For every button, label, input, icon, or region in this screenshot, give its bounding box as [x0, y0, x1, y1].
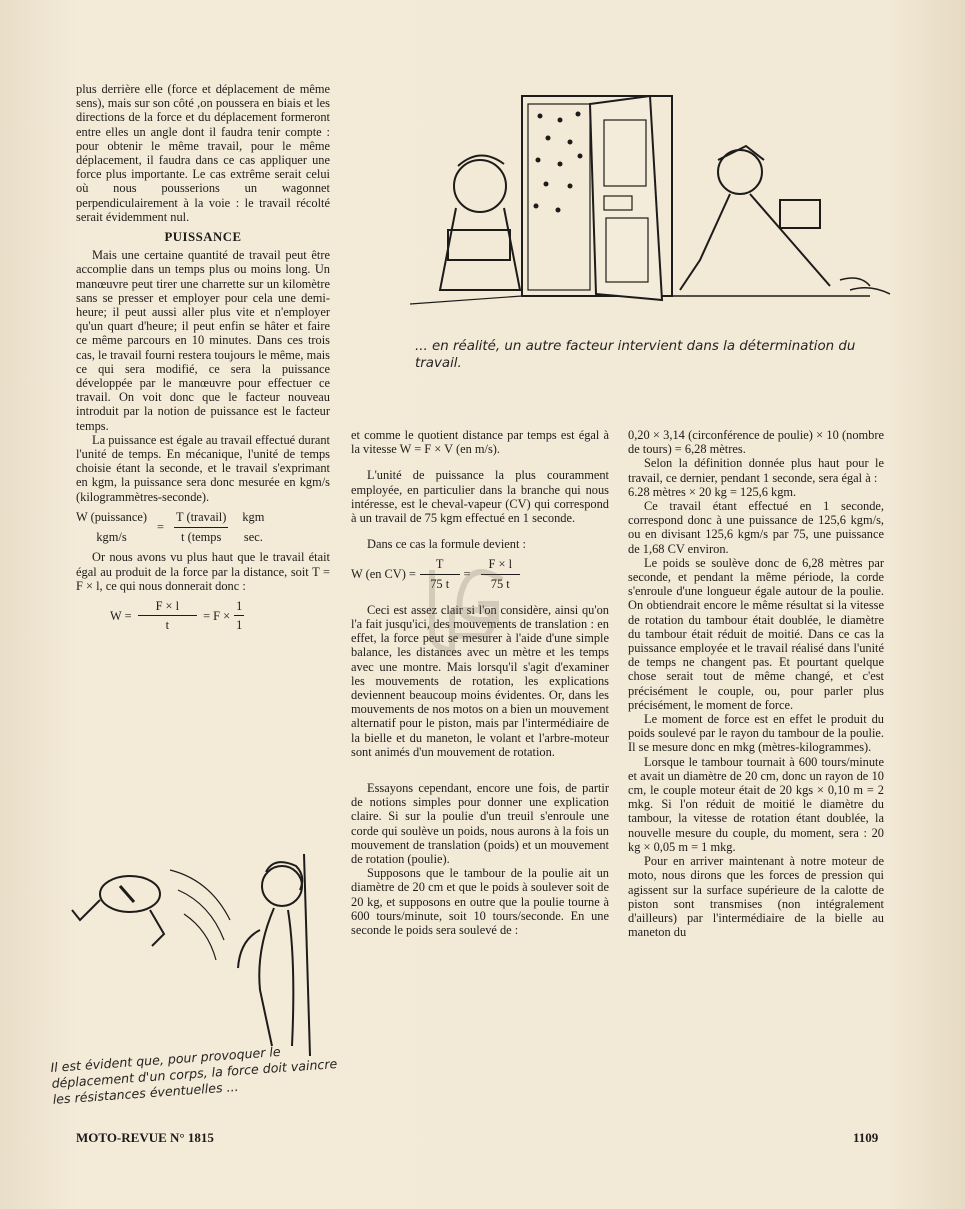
formula-numerator: 1 [234, 599, 244, 616]
paragraph: Le moment de force est en effet le produit du poids soulevé par le rayon du tambour de la poulie. Il se mesure donc en mkg (mètres-kilogrammes). [628, 712, 884, 755]
formula-denominator: t [165, 618, 170, 633]
column-1 [76, 82, 330, 638]
paragraph: plus derrière elle (force et déplacement de même sens), mais sur son côté ,on poussera en biais et les directions de la force et du déplacement formeront entre elles un angle dont il faudra tenir compte : pour obtenir le même travail, pour le même déplacement, il faudra dans ce cas appliquer une force plus importante. Le cas extrême serait celui où nous pousserions un wagonnet perpendiculairement à la voie : le travail récolté serait évidemment nul. [76, 82, 330, 224]
paragraph: L'unité de puissance la plus couramment employée, en particulier dans la branche qui nous intéresse, est le cheval-vapeur (CV) qui correspond à un travail de 75 kgm effectué en 1 seconde. [351, 468, 609, 526]
paragraph: et comme le quotient distance par temps est égal à la vitesse W = F × V (en m/s). [351, 428, 609, 457]
column-3 [628, 428, 884, 939]
paragraph: Or nous avons vu plus haut que le travail était égal au produit de la force par la distance, soit T = F × l, ce qui nous donnerait donc : [76, 550, 330, 593]
page-number: 1109 [853, 1130, 879, 1145]
formula-lhs: W = [110, 608, 132, 623]
formula-lhs: W (en CV) = [351, 567, 416, 582]
paragraph: Ce travail étant effectué en 1 seconde, correspond donc à une puissance de 125,6 kgm/s, ou en divisant 125,6 kgm/s par 75, une puissance de 1,68 CV environ. [628, 499, 884, 556]
formula-numerator: F × l [481, 557, 521, 574]
library-stamp-icon [412, 560, 520, 660]
column-2 [351, 428, 609, 937]
paragraph: Mais une certaine quantité de travail peut être accomplie dans un temps plus ou moins long. Un manœuvre peut tirer une charrette sur un kilomètre sans se presser et employer pour cela une demi-heure; il peut aussi aller plus vite et n'employer qu'un quart d'heure; il peut enfin se hâter et faire ce même parcours en 10 minutes. Dans ces trois cas, le travail fourni restera toujours le même, mais ce qui sera modifié, ce sera la puissance développée par le manœuvre pour effectuer ce travail. On voit donc que le facteur nouveau introduit par la notion de puissance est le facteur temps. [76, 248, 330, 433]
formula-numerator: T (travail) [174, 510, 228, 527]
formula-denominator: 1 [236, 618, 243, 633]
formula-middle: = [463, 567, 471, 582]
paragraph: Supposons que le tambour de la poulie ait un diamètre de 20 cm et que le poids à soulever soit de 20 kg, et supposons en outre que la poulie tourne à 600 tours/minute, soit 10 tours/seconde. En une seconde le poids sera soulevé de : [351, 866, 609, 938]
paragraph: Selon la définition donnée plus haut pour le travail, ce dernier, pendant 1 seconde, sera égal à : [628, 456, 884, 485]
paragraph: 0,20 × 3,14 (circonférence de poulie) × 10 (nombre de tours) = 6,28 mètres. [628, 428, 884, 457]
formula-numerator: F × l [138, 599, 198, 616]
paragraph: La puissance est égale au travail effectué durant l'unité de temps. En mécanique, l'unité de temps choisie étant la seconde, et le travail s'exprimant en kgm, la puissance sera donc mesurée en kgm/s (kilogrammètres-seconde). [76, 432, 330, 504]
top-illustration-caption: ... en réalité, un autre facteur intervient dans la détermination du travail. [415, 339, 856, 371]
footer-magazine-issue: MOTO-REVUE N° 1815 [76, 1130, 214, 1145]
paragraph: 6.28 mètres × 20 kg = 125,6 kgm. [628, 484, 797, 499]
paragraph: Ceci est assez clair si l'on considère, ainsi qu'on l'a fait jusqu'ici, des mouvements de translation : en effet, la force peut se mesurer à l'aide d'une simple balance, les distances avec un mètre et les temps avec une montre. Mais lorsqu'il s'agit d'examiner les mouvements de rotation, les explications deviennent beaucoup moins évidentes. Or, dans les mouvements de nos motos on a bien un mouvement alternatif pour le piston, mais par l'intermédiaire de la bielle et du maneton, le volant et l'arbre-moteur sont animés d'un mouvement de rotation. [351, 602, 609, 759]
formula-denominator: 75 t [490, 576, 510, 591]
formula-unit-top: kgm [242, 509, 265, 524]
section-heading: PUISSANCE [164, 230, 242, 245]
formula-numerator: T [420, 557, 460, 574]
paragraph: Le poids se soulève donc de 6,28 mètres par seconde, et pendant la même période, la corde s'enroule d'une longueur égale autour de la poulie. On obtiendrait encore le même résultat si la vitesse de rotation du tambour était doublée, le diamètre du tambour était réduit de moitié. Dans ce cas la puissance employée et le travail réalisé dans l'unité de temps ne changent pas. Et pourtant quelque chose serait tout de même changé, et c'est précisément le couple, ou, pour parler plus précisément, le moment de force. [628, 555, 884, 712]
formula-lhs-unit: kgm/s [96, 530, 127, 545]
paragraph: Essayons cependant, encore une fois, de partir de notions simples pour donner une explication claire. Si sur la poulie d'un treuil s'enroule une corde qui soulève un poids, nous aurons à la fois un mouvement de translation (poids) et un mouvement de rotation (poulie). [351, 781, 609, 867]
formula-unit-bottom: sec. [243, 530, 263, 545]
work-formula [110, 599, 330, 632]
formula-denominator: t (temps [181, 529, 222, 544]
formula-middle: = F × [203, 608, 231, 623]
power-formula [76, 510, 330, 544]
paragraph: Pour en arriver maintenant à notre moteur de moto, nous dirons que les forces de pression qui agissent sur la surface supérieure de la calotte de piston sont transmises (non intégralement d'ailleurs) par l'intermédiaire de la bielle au maneton du [628, 854, 884, 940]
bottom-illustration-caption: Il est évident que, pour provoquer le déplacement d'un corps, la force doit vaincre les résistances éventuelles ... [50, 1043, 338, 1107]
formula-denominator: 75 t [430, 576, 450, 591]
formula-equals: = [157, 519, 164, 534]
paragraph: Dans ce cas la formule devient : [367, 537, 526, 552]
cartoon-illustration-door-icon [400, 90, 900, 330]
formula-lhs: W (puissance) [76, 509, 147, 524]
paragraph: Lorsque le tambour tournait à 600 tours/minute et avait un diamètre de 20 cm, donc un rayon de 10 cm, le couple moteur était de 20 kgs × 0,10 m = 2 mkg. Si l'on réduit de moitié le diamètre du tambour, la vitesse de rotation étant doublée, la nouvelle mesure du couple, du moment, sera : 20 kg × 0,05 m = 1 mkg. [628, 754, 884, 854]
